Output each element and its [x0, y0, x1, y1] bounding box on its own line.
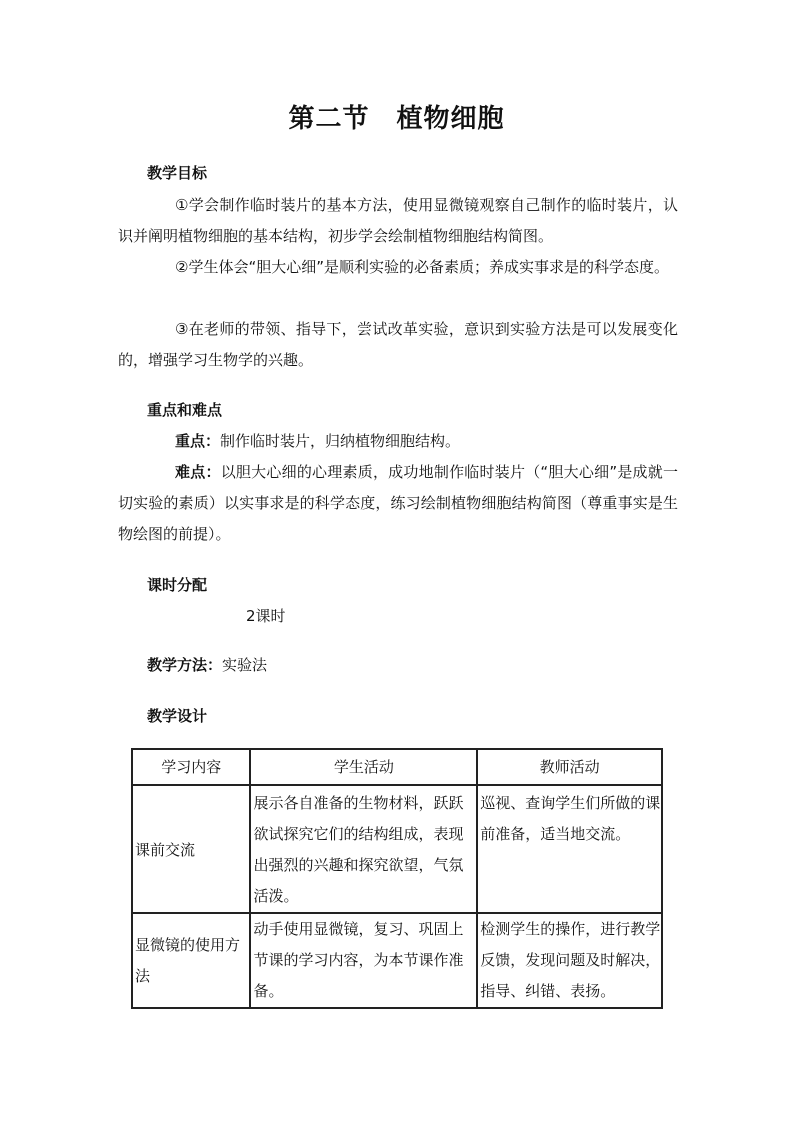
table-row [132, 785, 662, 913]
key-point-paragraph [118, 426, 678, 457]
page-title: 第二节 植物细胞 [288, 104, 505, 134]
cell-teacher-activity: 巡视、查询学生们所做的课前准备，适当地交流。 [477, 785, 662, 913]
column-header-student: 学生活动 [250, 749, 477, 785]
key-point-text: 制作临时装片，归纳植物细胞结构。 [220, 432, 461, 450]
difficult-point-label: 难点： [175, 463, 221, 481]
table-row [132, 913, 662, 1008]
design-table [131, 748, 663, 1009]
column-header-content: 学习内容 [132, 749, 250, 785]
column-header-teacher: 教师活动 [477, 749, 662, 785]
cell-teacher-activity: 检测学生的操作，进行教学反馈，发现问题及时解决，指导、纠错、表扬。 [477, 913, 662, 1008]
cell-content: 课前交流 [132, 785, 250, 913]
method-value: 实验法 [222, 656, 268, 674]
design-heading: 教学设计 [147, 707, 208, 725]
objective-item-2: ②学生体会“胆大心细”是顺利实验的必备素质；养成实事求是的科学态度。 [175, 258, 669, 276]
method-label: 教学方法： [147, 656, 223, 674]
key-point-label: 重点： [175, 432, 221, 450]
cell-content: 显微镜的使用方法 [132, 913, 250, 1008]
schedule-heading: 课时分配 [147, 576, 208, 594]
table-header-row [132, 749, 662, 785]
method-line [147, 654, 267, 675]
difficult-point-text: 以胆大心细的心理素质，成功地制作临时装片（“胆大心细”是成就一切实验的素质）以实事求是的科学态度，练习绘制植物细胞结构简图（尊重事实是生物绘图的前提）。 [118, 463, 678, 543]
difficult-point-paragraph [118, 457, 678, 550]
objectives-heading: 教学目标 [147, 164, 208, 182]
cell-student-activity: 展示各自准备的生物材料，跃跃欲试探究它们的结构组成，表现出强烈的兴趣和探究欲望，气氛活泼。 [250, 785, 477, 913]
cell-student-activity: 动手使用显微镜，复习、巩固上节课的学习内容，为本节课作准备。 [250, 913, 477, 1008]
objective-item-1: ①学会制作临时装片的基本方法，使用显微镜观察自己制作的临时装片，认识并阐明植物细胞的基本结构，初步学会绘制植物细胞结构简图。 [118, 196, 678, 245]
schedule-value: 2课时 [246, 607, 286, 625]
key-points-heading: 重点和难点 [147, 401, 223, 419]
objective-item-3: ③在老师的带领、指导下，尝试改革实验，意识到实验方法是可以发展变化的，增强学习生物学的兴趣。 [118, 320, 678, 369]
